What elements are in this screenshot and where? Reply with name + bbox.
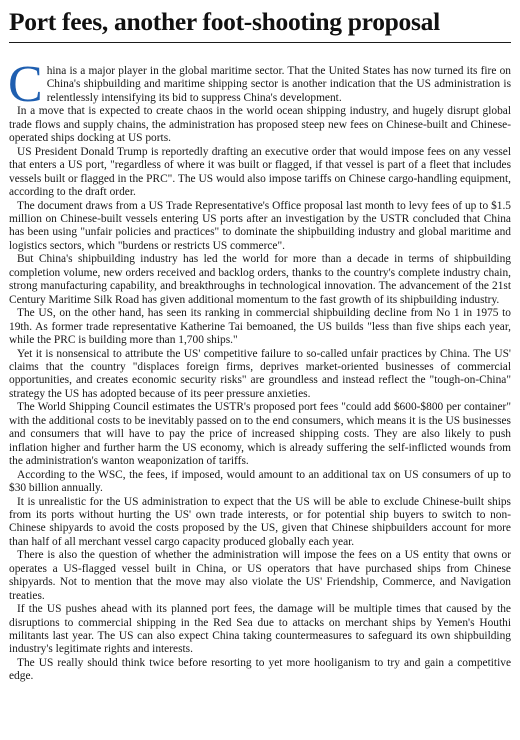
paragraph-2: In a move that is expected to create chaos in the world ocean shipping industry, and hugely disrupt global trade flows and supply chains, the administration has proposed steep new fees on Chinese-built and Chinese-operated ships docking at US ports. [9, 105, 511, 145]
paragraph-12: If the US pushes ahead with its planned port fees, the damage will be multiple times that caused by the disruptions to commercial shipping in the Red Sea due to attacks on merchant ships by Yemen's Houthi militants last year. The US can also expect China taking countermeasures to safeguard its own shipbuilding industry's legitimate rights and interests. [9, 603, 511, 656]
paragraph-5: But China's shipbuilding industry has led the world for more than a decade in terms of shipbuilding completion volume, new orders received and backlog orders, thanks to the country's complete industry chain, strong manufacturing capability, and breakthroughs in technological innovation. The advancement of the 21st Century Maritime Silk Road has given additional momentum to the fast growth of its shipbuilding industry. [9, 253, 511, 306]
paragraph-9: According to the WSC, the fees, if imposed, would amount to an additional tax on US consumers of up to $30 billion annually. [9, 468, 511, 495]
paragraph-4: The document draws from a US Trade Representative's Office proposal last month to levy fees of up to $1.5 million on Chinese-built vessels entering US ports after an investigation by the USTR concluded that China has been using "unfair policies and practices" to dominate the shipbuilding industry and global maritime and logistics sectors, which "burdens or restricts US commerce". [9, 199, 511, 252]
drop-cap: C [8, 56, 43, 113]
paragraph-6: The US, on the other hand, has seen its ranking in commercial shipbuilding decline from No 1 in 1975 to 19th. As former trade representative Katherine Tai bemoaned, the US builds "less than five ships each year, while the PRC is building more than 1,700 ships." [9, 307, 511, 347]
paragraph-11: There is also the question of whether the administration will impose the fees on a US entity that owns or operates a US-flagged vessel built in China, or US operators that have purchased ships from Chinese shipyards. Not to mention that the move may also violate the US' Friendship, Commerce, and Navigation treaties. [9, 549, 511, 602]
paragraph-text: hina is a major player in the global maritime sector. That the United States has now turned its fire on China's shipbuilding and maritime shipping sector is another indication that the US administration is relentlessly intensifying its bid to suppress China's development. [46, 65, 511, 104]
paragraph-10: It is unrealistic for the US administration to expect that the US will be able to exclude Chinese-built ships from its ports without hurting the US' own trade interests, or for potential ship buyers to switch to non-Chinese shipyards to avoid the costs proposed by the US, given that Chinese shipbuilders account for more than half of all merchant vessel cargo capacity produced globally each year. [9, 495, 511, 548]
headline-divider [9, 42, 511, 43]
headline: Port fees, another foot-shooting proposal [9, 7, 440, 36]
paragraph-7: Yet it is nonsensical to attribute the US' competitive failure to so-called unfair practices by China. The US' claims that the country "displaces foreign firms, deprives market-oriented businesses of commercial opportunities, and creates economic security risks" are groundless and instead reflect the "tough-on-China" strategy the US has adopted because of its peer pressure anxieties. [9, 347, 511, 400]
article-body [8, 56, 511, 684]
paragraph-8: The World Shipping Council estimates the USTR's proposed port fees "could add $600-$800 per container" with the additional costs to be inevitably passed on to the end consumers, which means it is the US businesses and consumers that will have to pay the price of increased shipping costs. They are also likely to push inflation higher and further harm the US economy, which is already suffering the self-inflicted wounds from the administration's wanton weaponization of tariffs. [9, 401, 511, 468]
paragraph-3: US President Donald Trump is reportedly drafting an executive order that would impose fees on any vessel that enters a US port, "regardless of where it was built or flagged, if that vessel is part of a fleet that includes vessels built or flagged in the PRC". The US would also impose tariffs on Chinese cargo-handling equipment, according to the draft order. [9, 145, 511, 199]
paragraph-13: The US really should think twice before resorting to yet more hooliganism to try and gain a competitive edge. [9, 656, 511, 683]
paragraph-1 [8, 56, 511, 113]
